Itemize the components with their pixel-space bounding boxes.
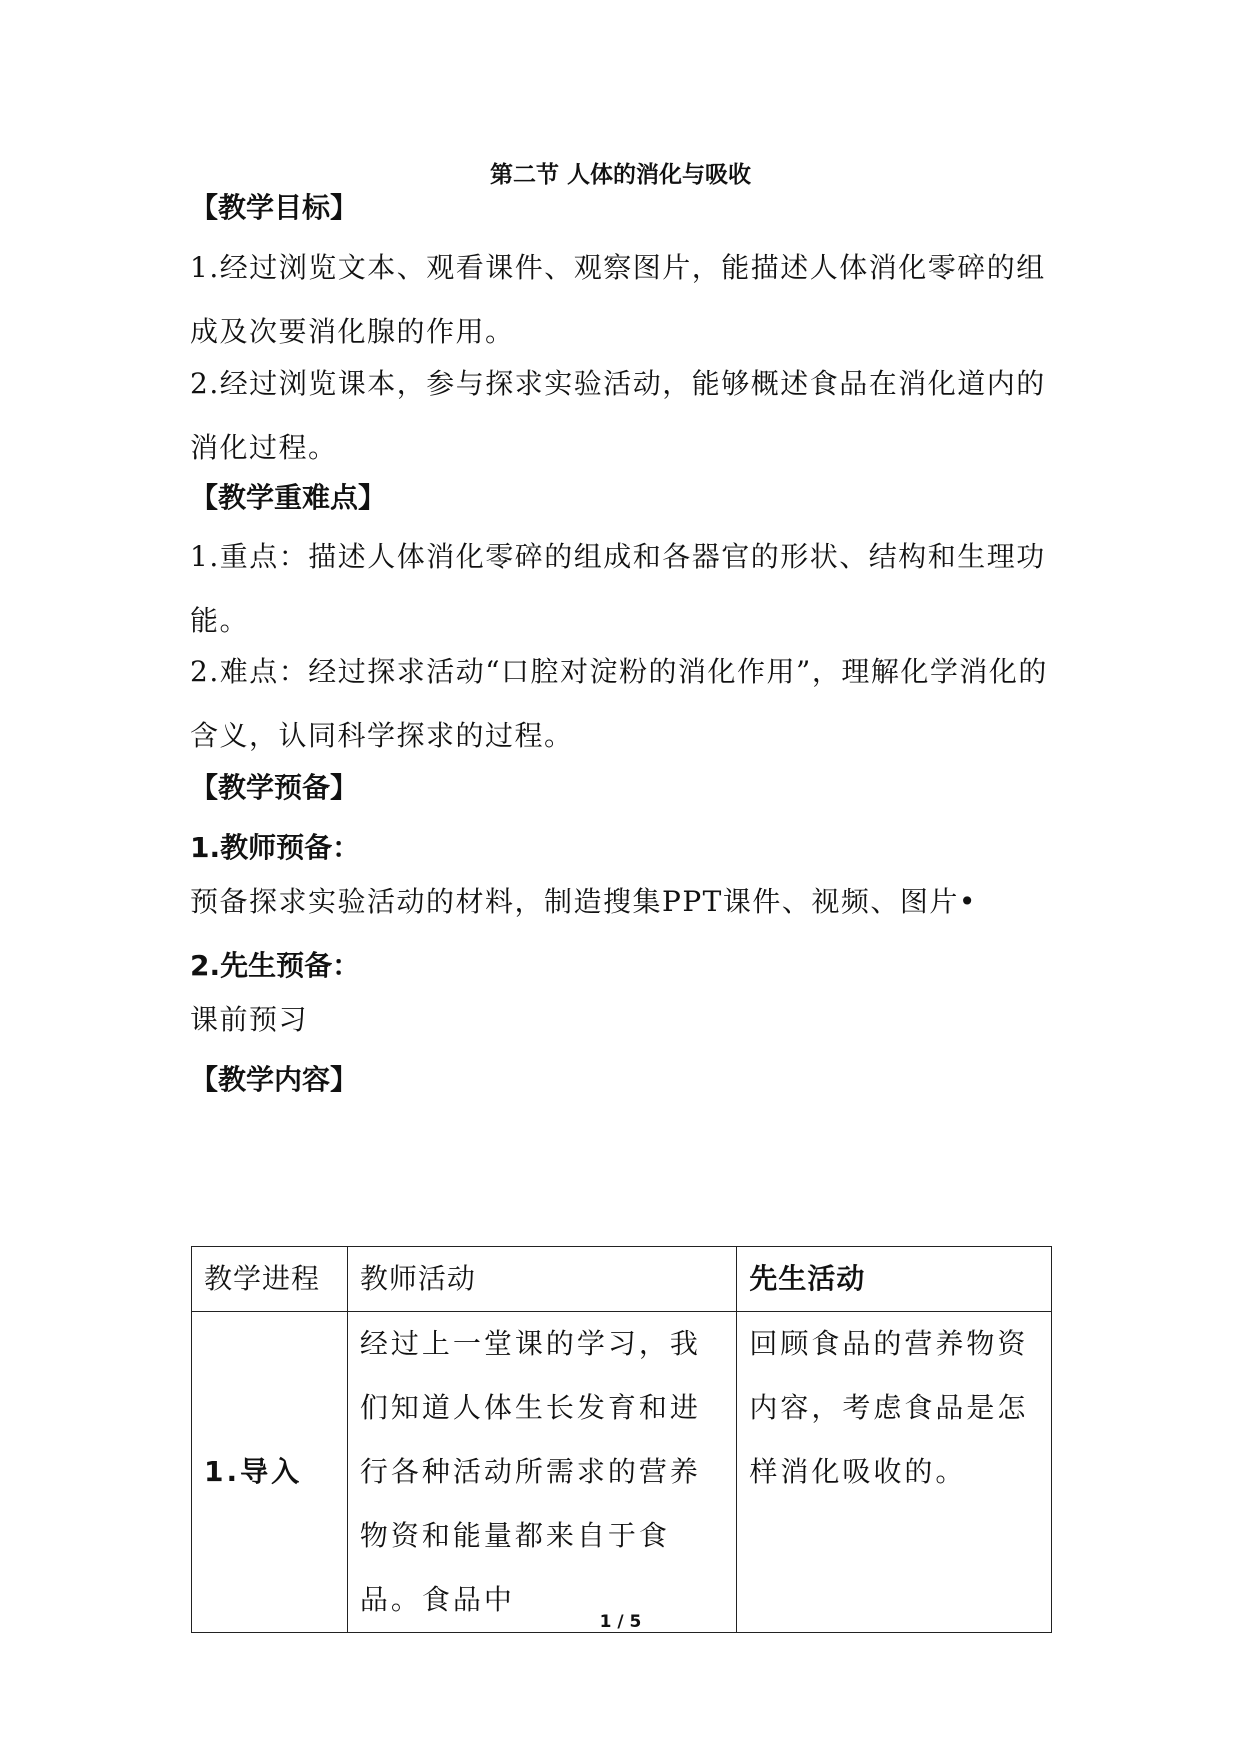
content-heading: 【教学内容】 xyxy=(190,1063,359,1096)
objectives-heading: 【教学目标】 xyxy=(190,191,359,224)
key-point-item-2: 2.难点：经过探求活动“口腔对淀粉的消化作用”，理解化学消化的含义，认同科学探求的过程。 xyxy=(190,655,1048,752)
objective-item-2: 2.经过浏览课本，参与探求实验活动，能够概述食品在消化道内的消化过程。 xyxy=(190,367,1046,464)
key-points-heading: 【教学重难点】 xyxy=(190,481,387,514)
table-header-row xyxy=(192,1247,1052,1312)
page-number: 1 / 5 xyxy=(599,1612,642,1632)
table-row xyxy=(192,1312,1052,1633)
student-prep-label: 2.先生预备： xyxy=(190,949,361,982)
student-activity-cell: 回顾食品的营养物资内容，考虑食品是怎样消化吸收的。 xyxy=(737,1312,1052,1633)
teacher-prep-label: 1.教师预备： xyxy=(190,831,361,864)
column-header-stage: 教学进程 xyxy=(192,1247,348,1312)
teacher-prep-text: 预备探求实验活动的材料，制造搜集PPT课件、视频、图片• xyxy=(190,885,977,918)
teacher-activity-cell: 经过上一堂课的学习，我们知道人体生长发育和进行各种活动所需求的营养物资和能量都来自于食品。食品中 xyxy=(347,1312,737,1633)
column-header-teacher: 教师活动 xyxy=(347,1247,737,1312)
document-title: 第二节 人体的消化与吸收 xyxy=(489,162,751,188)
student-prep-text: 课前预习 xyxy=(190,1003,309,1036)
preparation-heading: 【教学预备】 xyxy=(190,771,359,804)
lesson-table xyxy=(191,1246,1052,1633)
column-header-student: 先生活动 xyxy=(737,1247,1052,1312)
objective-item-1: 1.经过浏览文本、观看课件、观察图片，能描述人体消化零碎的组成及次要消化腺的作用。 xyxy=(190,251,1046,348)
stage-cell: 1.导入 xyxy=(192,1312,348,1633)
key-point-item-1: 1.重点：描述人体消化零碎的组成和各器官的形状、结构和生理功能。 xyxy=(190,540,1046,637)
